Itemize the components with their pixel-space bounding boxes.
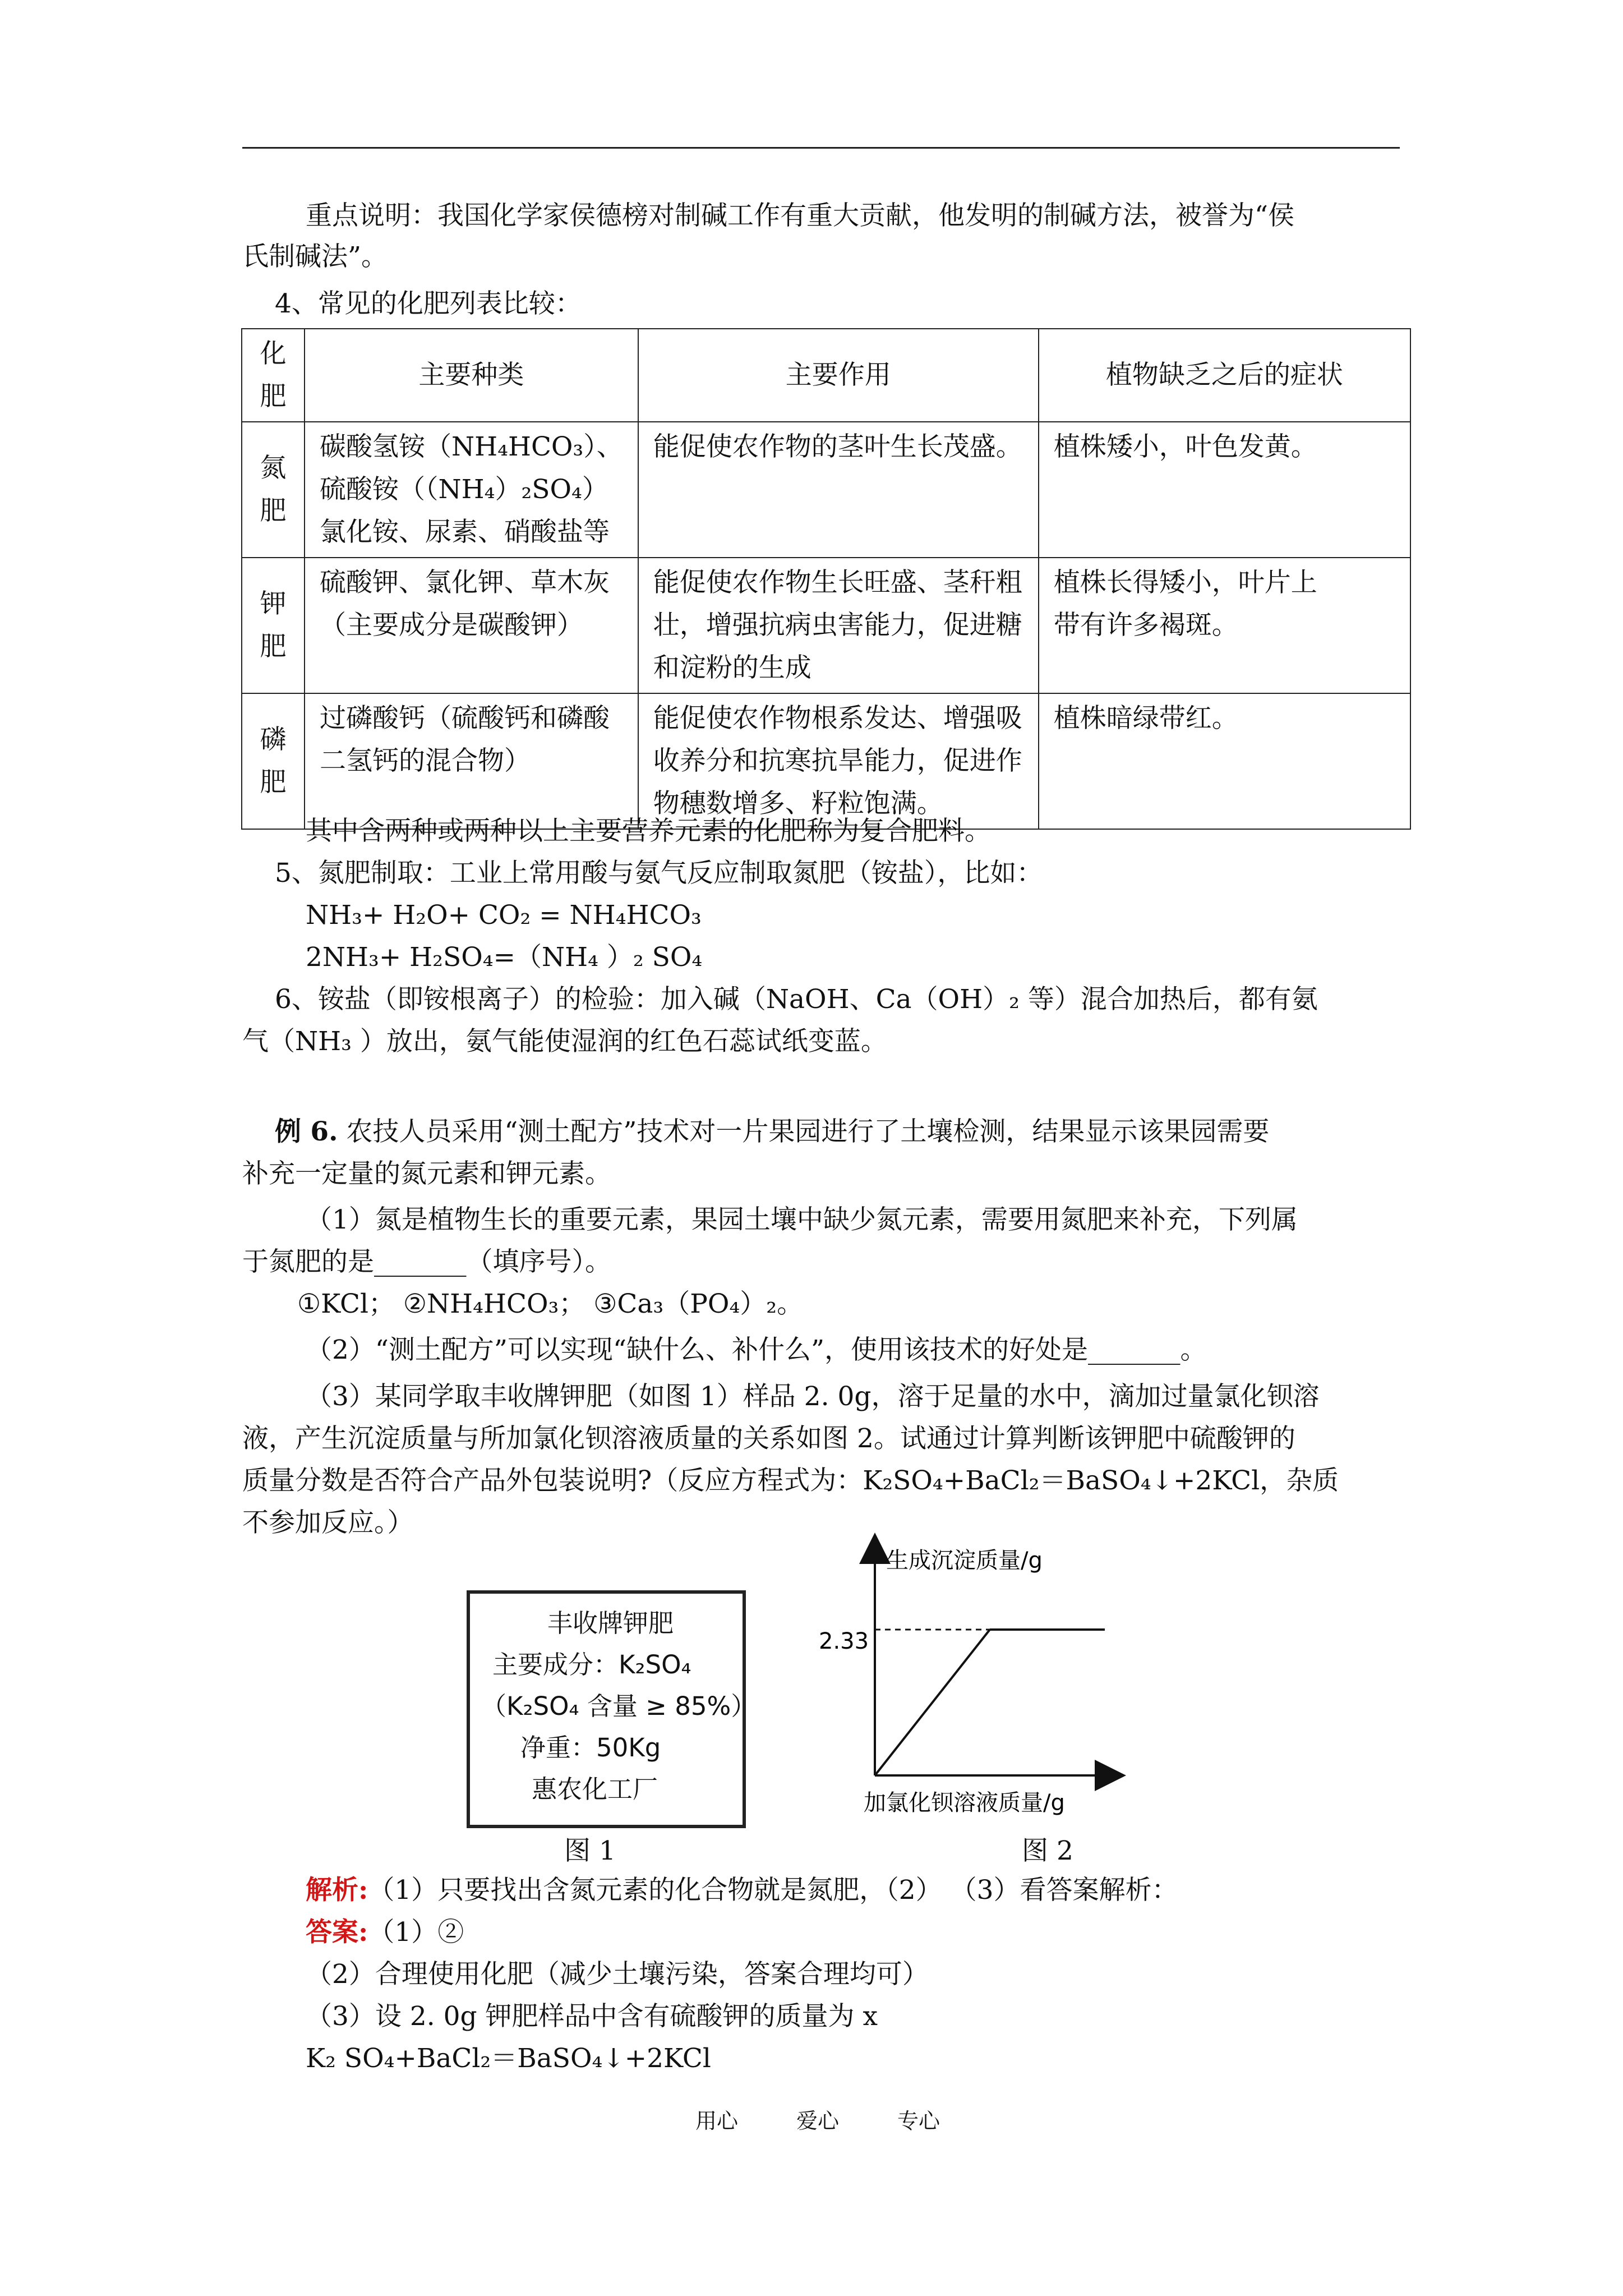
figure-2-caption: 图 2 bbox=[1022, 1835, 1073, 1866]
fertilizer-name-text: 磷肥 bbox=[260, 724, 287, 798]
fertilizer-table bbox=[241, 328, 1411, 830]
effect-cell bbox=[638, 422, 1039, 558]
types-cell-line: 过磷酸钙（硫酸钙和磷酸 bbox=[320, 703, 610, 734]
label-ingredient: 主要成分：K₂SO₄ bbox=[492, 1650, 691, 1680]
types-cell-line: 氯化铵、尿素、硝酸盐等 bbox=[320, 517, 610, 547]
fertilizer-name bbox=[242, 693, 305, 829]
question-1: （1）氮是植物生长的重要元素，果园土壤中缺少氮元素，需要用氮肥来补充，下列属 bbox=[306, 1204, 1298, 1235]
effect-cell-line: 能促使农作物根系发达、增强吸 bbox=[653, 703, 1022, 734]
example-6-label: 例 6. bbox=[275, 1116, 338, 1147]
effect-cell bbox=[638, 558, 1039, 693]
header-rule bbox=[242, 147, 1400, 149]
types-cell-line: （主要成分是碳酸钾） bbox=[320, 610, 583, 641]
header-effect: 主要作用 bbox=[638, 329, 1039, 422]
answer-line bbox=[306, 1916, 464, 1949]
answer-2: （2）合理使用化肥（减少土壤污染，答案合理均可） bbox=[306, 1959, 929, 1990]
types-cell-line: 硫酸铵（（NH₄）₂SO₄） bbox=[320, 474, 608, 505]
question-1-cont: 于氮肥的是_______（填序号）。 bbox=[242, 1246, 611, 1277]
section-6-line-cont: 气（NH₃ ）放出，氨气能使湿润的红色石蕊试纸变蓝。 bbox=[242, 1026, 887, 1057]
symptom-cell bbox=[1039, 558, 1410, 693]
fertilizer-name-text: 氮肥 bbox=[260, 453, 287, 526]
figure-1-caption: 图 1 bbox=[564, 1835, 616, 1866]
footer-2: 爱心 bbox=[796, 2109, 840, 2133]
question-3-line-2: 液，产生沉淀质量与所加氯化钡溶液质量的关系如图 2。试通过计算判断该钾肥中硫酸钾的 bbox=[242, 1423, 1295, 1454]
types-cell bbox=[305, 558, 638, 693]
label-weight: 净重：50Kg bbox=[520, 1733, 661, 1763]
analysis-text: （1）只要找出含氮元素的化合物就是氮肥，（2） （3）看答案解析： bbox=[368, 1875, 1178, 1906]
section-5-heading: 5、氮肥制取：工业上常用酸与氨气反应制取氮肥（铵盐），比如： bbox=[275, 858, 1043, 889]
symptom-cell-line: 植株矮小，叶色发黄。 bbox=[1053, 431, 1317, 462]
question-3: （3）某同学取丰收牌钾肥（如图 1）样品 2. 0g，溶于足量的水中，滴加过量氯化钡溶 bbox=[306, 1381, 1320, 1412]
figure-2-chart bbox=[819, 1529, 1206, 1820]
table-header-row bbox=[242, 329, 1410, 422]
header-types: 主要种类 bbox=[305, 329, 638, 422]
question-2: （2）“测土配方”可以实现“缺什么、补什么”，使用该技术的好处是_______。 bbox=[306, 1335, 1207, 1365]
label-brand: 丰收牌钾肥 bbox=[547, 1608, 674, 1638]
note-line-cont: 氏制碱法”。 bbox=[242, 241, 388, 272]
question-3-line-4: 不参加反应。） bbox=[242, 1507, 414, 1538]
symptom-cell-line: 植株暗绿带红。 bbox=[1053, 703, 1238, 734]
x-axis-label: 加氯化钡溶液质量/g bbox=[864, 1790, 1065, 1816]
table-row bbox=[242, 558, 1410, 693]
header-name bbox=[242, 329, 305, 422]
equation-1: NH₃+ H₂O+ CO₂ = NH₄HCO₃ bbox=[306, 900, 702, 931]
label-content: （K₂SO₄ 含量 ≥ 85%） bbox=[481, 1691, 757, 1721]
effect-cell-line: 能促使农作物生长旺盛、茎秆粗 bbox=[653, 567, 1022, 598]
header-symptom: 植物缺乏之后的症状 bbox=[1039, 329, 1410, 422]
answer-1: （1）② bbox=[368, 1917, 464, 1948]
effect-cell-line: 物穗数增多、籽粒饱满。 bbox=[653, 788, 943, 819]
effect-cell-line: 壮，增强抗病虫害能力，促进糖 bbox=[653, 610, 1022, 641]
answer-label: 答案: bbox=[306, 1917, 368, 1948]
series-line-segment bbox=[875, 1630, 990, 1775]
symptom-cell bbox=[1039, 693, 1410, 829]
types-cell-line: 硫酸钾、氯化钾、草木灰 bbox=[320, 567, 610, 598]
equation-2: 2NH₃+ H₂SO₄=（NH₄ ）₂ SO₄ bbox=[306, 942, 703, 973]
question-3-line-3: 质量分数是否符合产品外包装说明?（反应方程式为：K₂SO₄+BaCl₂＝BaSO₄↓+2KCl，杂质 bbox=[242, 1465, 1339, 1496]
example-6-line bbox=[275, 1115, 1269, 1149]
header-name-text: 化肥 bbox=[260, 338, 287, 412]
section-4-heading: 4、常见的化肥列表比较： bbox=[275, 288, 582, 319]
label-factory: 惠农化工厂 bbox=[532, 1774, 658, 1804]
fertilizer-name bbox=[242, 558, 305, 693]
footer-3: 专心 bbox=[897, 2109, 940, 2133]
footer-1: 用心 bbox=[695, 2109, 739, 2133]
types-cell-line: 二氢钙的混合物） bbox=[320, 746, 531, 776]
answer-3: （3）设 2. 0g 钾肥样品中含有硫酸钾的质量为 x bbox=[306, 2001, 878, 2032]
table-row bbox=[242, 693, 1410, 829]
effect-cell-line: 能促使农作物的茎叶生长茂盛。 bbox=[653, 431, 1022, 462]
figure-1-fertilizer-label bbox=[467, 1590, 757, 1828]
types-cell-line: 碳酸氢铵（NH₄HCO₃）、 bbox=[320, 431, 623, 462]
symptom-cell-line: 带有许多褐斑。 bbox=[1053, 610, 1238, 641]
types-cell bbox=[305, 693, 638, 829]
symptom-cell-line: 植株长得矮小，叶片上 bbox=[1053, 567, 1317, 598]
compound-fertilizer-line: 其中含两种或两种以上主要营养元素的化肥称为复合肥料。 bbox=[306, 816, 991, 846]
example-6-line-cont: 补充一定量的氮元素和钾元素。 bbox=[242, 1158, 611, 1189]
section-6-line: 6、铵盐（即铵根离子）的检验：加入碱（NaOH、Ca（OH）₂ 等）混合加热后，都有氨 bbox=[275, 984, 1318, 1015]
table-row bbox=[242, 422, 1410, 558]
fertilizer-name bbox=[242, 422, 305, 558]
note-line: 重点说明：我国化学家侯德榜对制碱工作有重大贡献，他发明的制碱方法，被誉为“侯 bbox=[306, 200, 1295, 231]
analysis-line bbox=[306, 1874, 1178, 1907]
fertilizer-name-text: 钾肥 bbox=[260, 588, 287, 662]
effect-cell-line: 和淀粉的生成 bbox=[653, 652, 811, 683]
symptom-cell bbox=[1039, 422, 1410, 558]
effect-cell bbox=[638, 693, 1039, 829]
answer-equation: K₂ SO₄+BaCl₂＝BaSO₄↓+2KCl bbox=[306, 2043, 711, 2074]
y-tick-label: 2.33 bbox=[819, 1628, 869, 1654]
y-axis-label: 生成沉淀质量/g bbox=[886, 1548, 1043, 1573]
table-body bbox=[242, 422, 1410, 829]
example-6-text: 农技人员采用“测土配方”技术对一片果园进行了土壤检测，结果显示该果园需要 bbox=[338, 1116, 1270, 1147]
analysis-label: 解析: bbox=[306, 1875, 368, 1906]
effect-cell-line: 收养分和抗寒抗旱能力，促进作 bbox=[653, 746, 1022, 776]
question-1-options: ①KCl； ②NH₄HCO₃； ③Ca₃（PO₄）₂。 bbox=[297, 1289, 804, 1319]
types-cell bbox=[305, 422, 638, 558]
